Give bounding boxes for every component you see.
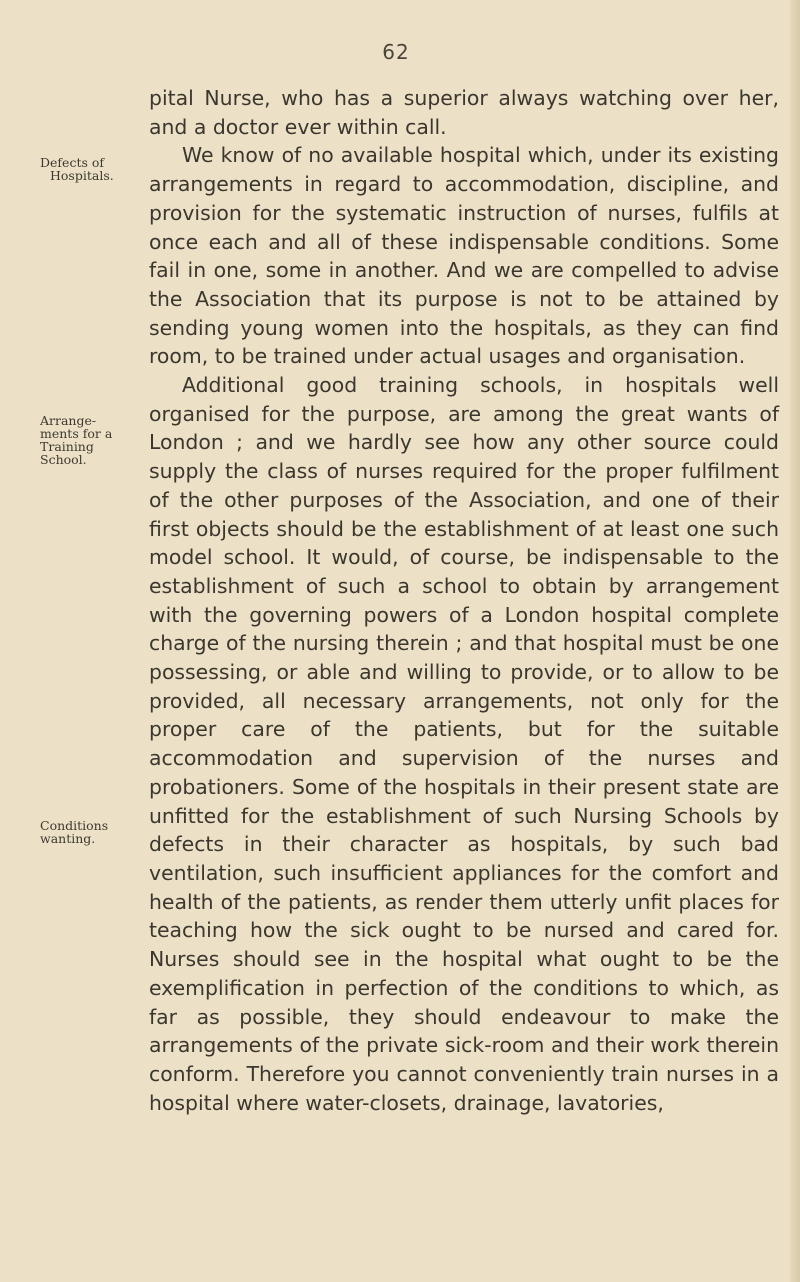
paragraph-defects-of-hospitals: We know of no available hospital which, under its existing arrangements in regard to accommodation, discipline, and provision for the systematic instruction of nurses, fulfils at once each and all of these indispensable conditions. Some fail in one, some in another. And we are compelled to advise the Association that its purpose is not to be attained by sending young women into the hospitals, as they can find room, to be trained under actual usages and organisation.: [149, 143, 779, 369]
paragraph-training-school: Additional good training schools, in hospitals well organised for the purpose, are among the great wants of London ; and we hardly see how any other source could supply the class of nurses required for the proper fulfilment of the other purposes of the Association, and one of their first objects should be the establishment of at least one such model school. It would, of course, be indispensable to the establishment of such a school to obtain by arrangement with the governing powers of a London hospital complete charge of the nursing therein ; and that hospital must be one possessing, or able and willing to provide, or to allow to be provided, all necessary arrangements, not only for the proper care of the patients, but for the suitable accommodation and supervision of the nurses and probationers. Some of the hospitals in their present state are unfitted for the establishment of such Nursing Schools by defects in their character as hospitals, by such bad ventilation, such insufficient appliances for the comfort and health of the patients, as render them utterly unfit places for teaching how the sick ought to be nursed and cared for. Nurses should see in the hospital what ought to be the exemplification in perfection of the conditions to which, as far as possible, they should endeavour to make the arrangements of the private sick-room and their work therein conform. Therefore you cannot conveniently train nurses in a hospital where water-closets, drainage, lavatories,: [149, 373, 779, 1115]
margin-note-line: Defects of: [40, 155, 105, 170]
margin-note-line: Arrange-: [40, 413, 97, 428]
margin-note-defects: [40, 156, 140, 182]
margin-note-line: wanting.: [40, 831, 96, 846]
margin-note-line: Conditions: [40, 818, 109, 833]
page-number: 62: [382, 40, 410, 64]
margin-note-line: ments for a: [40, 426, 113, 441]
body-text: [149, 84, 779, 1117]
margin-note-line: Hospitals.: [50, 168, 114, 183]
paragraph-continuation: pital Nurse, who has a superior always watching over her, and a doctor ever within call.: [149, 86, 779, 139]
margin-note-line: Training: [40, 439, 94, 454]
page-edge: [790, 0, 800, 1282]
margin-note-arrangements: [40, 414, 140, 466]
margin-note-conditions: [40, 819, 140, 845]
margin-note-line: School.: [40, 452, 87, 467]
